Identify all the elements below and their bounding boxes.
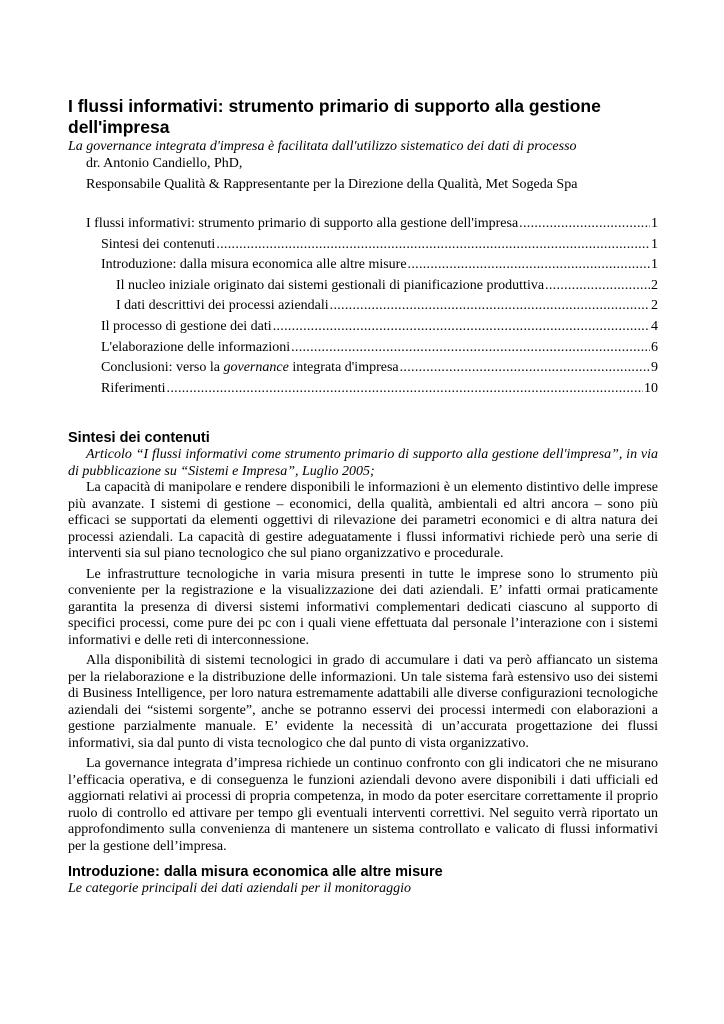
toc-entry[interactable] xyxy=(86,255,658,276)
section-heading-introduzione: Introduzione: dalla misura economica alle altre misure xyxy=(68,864,443,881)
toc-leader-dots xyxy=(167,379,643,400)
toc-entry[interactable] xyxy=(86,235,658,256)
author-role: Responsabile Qualità & Rappresentante per la Direzione della Qualità, Met Sogeda Spa xyxy=(86,177,578,192)
toc-entry-label: I flussi informativi: strumento primario di supporto alla gestione dell'impresa xyxy=(86,216,519,231)
toc-entry-page: 1 xyxy=(651,216,658,231)
toc-entry-label xyxy=(101,358,399,379)
paragraph: Alla disponibilità di sistemi tecnologici in grado di accumulare i dati va però affiancato un sistema per la rielaborazione e la distribuzione delle informazioni. Un tale sistema farà estensivo uso dei sistemi di Business Intelligence, per loro natura estremamente adattabili alle diverse configurazioni tecnologiche aziendali dei “sistemi sorgente”, anche se potranno esservi dei processi intermedi con elaborazioni a gestione parzialmente manuale. E’ evidente la necessità di un’accurata progettazione dei flussi informativi, sia dal punto di vista tecnologico che dal punto di vista organizzativo. xyxy=(68,653,658,751)
toc-entry-label: I dati descrittivi dei processi aziendali xyxy=(116,298,329,314)
toc-label-part: integrata d'impresa xyxy=(288,360,399,376)
toc-entry[interactable] xyxy=(86,276,658,297)
toc-entry-label: Il processo di gestione dei dati xyxy=(101,318,272,334)
toc-label-italic: governance xyxy=(223,360,289,376)
article-note: Articolo “I flussi informativi come strumento primario di supporto alla gestione dell'impresa”, in via di pubblicazione su “Sistemi e Impresa”, Luglio 2005; xyxy=(68,447,658,479)
section-heading-sintesi: Sintesi dei contenuti xyxy=(68,430,210,447)
toc-entry[interactable] xyxy=(86,338,658,359)
toc-leader-dots xyxy=(330,296,650,317)
paragraph: Le infrastrutture tecnologiche in varia misura presenti in tutte le imprese sono lo strumento più conveniente per la registrazione e la visualizzazione dei dati aziendali. E’ infatti ormai praticamente garantita la presenza di diversi sistemi informativi complementari dedicati ciascuno al supporto di specifici processi, come pure dei pc con i quali viene effettuata dal personale l’interazione con i sistemi informativi e delle reti di interconnessione. xyxy=(68,566,658,648)
toc-entry-page: 2 xyxy=(651,277,658,293)
toc-leader-dots xyxy=(519,214,650,235)
section-subheading: Le categorie principali dei dati aziendali per il monitoraggio xyxy=(68,881,411,897)
toc-entry-page: 4 xyxy=(651,318,658,334)
toc-entry-label: L'elaborazione delle informazioni xyxy=(101,339,291,355)
toc-label-part: Conclusioni: verso la xyxy=(101,360,224,376)
toc-entry-label: Riferimenti xyxy=(101,380,166,396)
toc-leader-dots xyxy=(216,235,650,256)
toc-entry-page: 1 xyxy=(651,236,658,252)
toc-entry[interactable] xyxy=(86,296,658,317)
toc-entry[interactable] xyxy=(86,317,658,338)
document-subtitle: La governance integrata d'impresa è facilitata dall'utilizzo sistematico dei dati di processo xyxy=(68,139,577,154)
toc-entry-page: 1 xyxy=(651,257,658,273)
toc-leader-dots xyxy=(291,338,650,359)
toc-entry-page: 2 xyxy=(651,298,658,314)
table-of-contents xyxy=(68,214,658,399)
toc-entry[interactable] xyxy=(86,379,658,400)
toc-entry-label: Sintesi dei contenuti xyxy=(101,236,216,252)
toc-entry[interactable] xyxy=(86,214,658,235)
toc-entry-label: Introduzione: dalla misura economica alle altre misure xyxy=(101,257,407,273)
toc-entry-page: 9 xyxy=(651,360,658,376)
toc-entry-page: 6 xyxy=(651,339,658,355)
toc-leader-dots xyxy=(408,255,650,276)
paragraph: La capacità di manipolare e rendere disponibili le informazioni è un elemento distintivo delle imprese più avanzate. I sistemi di gestione – economici, della qualità, ambientali ed altri ancora – sono più efficaci se supportati da elementi oggettivi di rilevazione dei parametri economici e di altra natura dei processi aziendali. La capacità di gestire adeguatamente i flussi informativi richiede però una serie di interventi sia sul piano tecnologico che sul piano organizzativo e procedurale. xyxy=(68,480,658,562)
document-author: dr. Antonio Candiello, PhD, xyxy=(86,156,243,171)
toc-entry[interactable] xyxy=(86,358,658,379)
toc-leader-dots xyxy=(400,358,650,379)
paragraph: La governance integrata d’impresa richiede un continuo confronto con gli indicatori che ne misurano l’efficacia operativa, e di conseguenza le funzioni aziendali devono avere disponibili i dati ufficiali ed aggiornati relativi ai processi di propria competenza, in modo da poter esercitare correttamente il proprio ruolo di controllo ed attivare per tempo gli eventuali interventi correttivi. Nel seguito verrà riportato un approfondimento sulla convenienza di mantenere un sistema controllato e valicato di flussi informativi per la gestione dell’impresa. xyxy=(68,756,658,854)
toc-leader-dots xyxy=(273,317,650,338)
toc-leader-dots xyxy=(545,276,650,297)
document-page xyxy=(68,96,658,898)
document-title: I flussi informativi: strumento primario di supporto alla gestione dell'impresa xyxy=(68,96,601,137)
toc-entry-label: Il nucleo iniziale originato dai sistemi gestionali di pianificazione produttiva xyxy=(116,277,545,293)
toc-entry-page: 10 xyxy=(644,380,658,396)
